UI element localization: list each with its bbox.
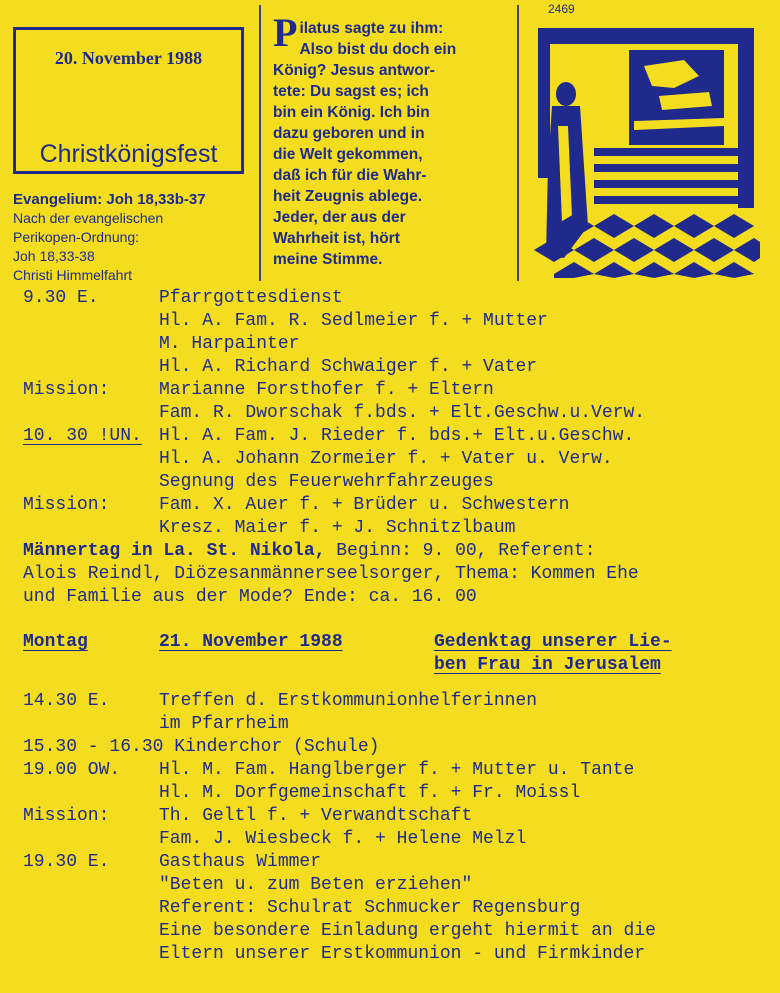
quote-line: dazu geboren und in: [273, 125, 425, 142]
entry-time: 10. 30 !UN.: [23, 426, 142, 446]
entry-time: Mission:: [23, 380, 110, 400]
entry-text: "Beten u. zum Beten erziehen": [159, 875, 473, 895]
date-box-date: 20. November 1988: [54, 48, 203, 68]
quote-line: die Welt gekommen,: [273, 146, 423, 163]
gospel-quote: [273, 10, 513, 270]
quote-line: Jeder, der aus der: [273, 209, 406, 226]
quote-line: ilatus sagte zu ihm:: [299, 20, 444, 37]
entry-time: 9.30 E.: [23, 288, 99, 308]
gospel-line: Joh 18,33-38: [13, 248, 95, 264]
entry-text: Hl. A. Fam. J. Rieder f. bds.+ Elt.u.Geschw.: [159, 426, 635, 446]
entry-time: 19.00 OW.: [23, 760, 121, 780]
date-box: [13, 27, 244, 174]
entry-text: im Pfarrheim: [159, 714, 289, 734]
entry-text: Hl. A. Johann Zormeier f. + Vater u. Verw.: [159, 449, 613, 469]
quote-line: Wahrheit ist, hört: [273, 230, 400, 247]
entry-text: Th. Geltl f. + Verwandtschaft: [159, 806, 473, 826]
entry-text: Gasthaus Wimmer: [159, 852, 322, 872]
gospel-info: [13, 190, 206, 285]
feast-heading: ben Frau in Jerusalem: [434, 655, 661, 675]
entry-time: Mission:: [23, 806, 110, 826]
date-box-feast: Christkönigsfest: [39, 140, 218, 168]
column-divider: [517, 5, 519, 281]
entry-text: Referent: Schulrat Schmucker Regensburg: [159, 898, 581, 918]
entry-text: Treffen d. Erstkommunionhelferinnen: [159, 691, 538, 711]
date-heading: 21. November 1988: [159, 632, 343, 652]
entry-time: 14.30 E.: [23, 691, 110, 711]
entry-time: 19.30 E.: [23, 852, 110, 872]
quote-line: meine Stimme.: [273, 251, 383, 268]
quote-line: bin ein König. Ich bin: [273, 104, 430, 121]
quote-line: Also bist du doch ein: [299, 41, 457, 58]
entry-text: Pfarrgottesdienst: [159, 288, 343, 308]
entry-time: Mission:: [23, 495, 110, 515]
entry-text: Eltern unserer Erstkommunion - und Firmkinder: [159, 944, 646, 964]
gospel-line: Evangelium: Joh 18,33b-37: [13, 191, 206, 208]
day-heading: Montag: [23, 632, 88, 652]
entry-text: Kresz. Maier f. + J. Schnitzlbaum: [159, 518, 516, 538]
feast-heading: Gedenktag unserer Lie-: [434, 632, 672, 652]
gospel-line: Perikopen-Ordnung:: [13, 229, 140, 245]
announcement-bold: Männertag in La. St. Nikola,: [23, 541, 326, 561]
announcement-line: [23, 540, 596, 562]
announcement-line: und Familie aus der Mode? Ende: ca. 16. 00: [23, 587, 477, 607]
page-number: 2469: [548, 2, 575, 16]
entry-text: 15.30 - 16.30 Kinderchor (Schule): [23, 737, 380, 757]
entry-text: Marianne Forsthofer f. + Eltern: [159, 380, 494, 400]
gospel-line: Nach der evangelischen: [13, 210, 164, 226]
entry-text: Segnung des Feuerwehrfahrzeuges: [159, 472, 494, 492]
entry-text: Hl. A. Fam. R. Sedlmeier f. + Mutter: [159, 311, 548, 331]
entry-text: M. Harpainter: [159, 334, 300, 354]
column-divider: [259, 5, 261, 281]
quote-line: tete: Du sagst es; ich: [273, 83, 429, 100]
entry-text: Hl. A. Richard Schwaiger f. + Vater: [159, 357, 538, 377]
entry-text: Fam. R. Dworschak f.bds. + Elt.Geschw.u.Verw.: [159, 403, 646, 423]
announcement-rest: Beginn: 9. 00, Referent:: [325, 541, 596, 561]
entry-text: Eine besondere Einladung ergeht hiermit an die: [159, 921, 656, 941]
entry-text: Hl. M. Dorfgemeinschaft f. + Fr. Moissl: [159, 783, 581, 803]
entry-text: Fam. X. Auer f. + Brüder u. Schwestern: [159, 495, 570, 515]
entry-text: Hl. M. Fam. Hanglberger f. + Mutter u. Tante: [159, 760, 635, 780]
announcement-line: Alois Reindl, Diözesanmännerseelsorger, Thema: Kommen Ehe: [23, 564, 639, 584]
quote-dropcap: P: [273, 10, 298, 55]
quote-line: heit Zeugnis ablege.: [273, 188, 422, 205]
gospel-line: Christi Himmelfahrt: [13, 267, 133, 283]
pilate-woodcut-illustration: [534, 26, 760, 278]
quote-line: König? Jesus antwor-: [273, 62, 435, 79]
entry-text: Fam. J. Wiesbeck f. + Helene Melzl: [159, 829, 527, 849]
quote-line: daß ich für die Wahr-: [273, 167, 427, 184]
